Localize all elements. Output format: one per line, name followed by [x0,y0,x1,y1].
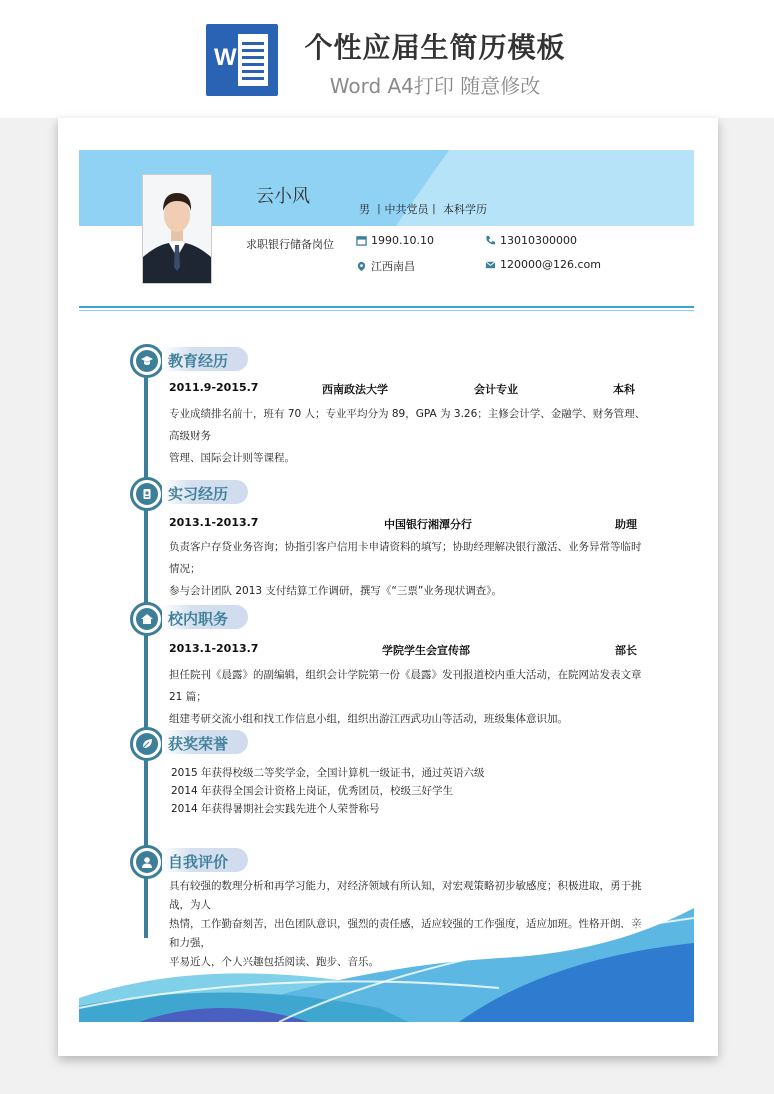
self-evaluation-header [162,848,248,872]
calendar-icon [356,235,367,246]
self-evaluation-node [130,845,164,879]
graduation-cap-icon [140,354,154,368]
banner-subtitle: Word A4打印 随意修改 [329,74,541,98]
education-node [130,344,164,378]
internship-line: 参与会计团队 2013 支付结算工作调研，撰写《“三票”业务现状调查》。 [169,585,503,597]
home-icon [140,612,154,626]
award-item: 2014 年获得全国会计资格上岗证，优秀团员，校级三好学生 [171,785,454,797]
awards-title: 获奖荣誉 [168,735,229,753]
internship-header [162,480,248,504]
mail-icon [485,259,496,270]
self-evaluation-title: 自我评价 [168,853,229,871]
internship-role: 助理 [615,518,637,531]
education-line: 专业成绩排名前十，班有 70 人；专业平均分为 89，GPA 为 3.26；主修会计学、金融学、财务管理、高级财务 [169,408,646,442]
awards-header [162,730,248,754]
phone-value: 13010300000 [500,234,577,247]
word-icon-letter: W [214,44,237,71]
awards-node [130,727,164,761]
awards-list [171,764,651,818]
education-line: 管理、国际会计则等课程。 [169,452,295,464]
hometown-info [356,258,415,274]
birthday-value: 1990.10.10 [371,234,434,247]
header-divider-thin [79,310,694,311]
education-major: 会计专业 [474,383,518,396]
campus-period: 2013.1-2013.7 [169,642,259,655]
internship-description [169,536,649,602]
profile-photo [142,174,212,284]
phone-info [485,234,577,247]
decorative-waves [79,898,694,1022]
email-info [485,258,601,271]
self-evaluation-line: 具有较强的数理分析和再学习能力，对经济领域有所认知，对宏观策略初步敏感度；积极进取，勇于挑战，为人 [169,880,642,911]
phone-icon [485,235,496,246]
education-title: 教育经历 [168,352,229,370]
candidate-tags: 男 丨中共党员丨 本科学历 [359,203,487,216]
education-period: 2011.9-2015.7 [169,381,259,394]
campus-organization: 学院学生会宣传部 [382,644,470,657]
internship-period: 2013.1-2013.7 [169,516,259,529]
campus-line: 担任院刊《晨露》的副编辑，组织会计学院第一份《晨露》发刊报道校内重大活动，在院网站发表文章 21 篇； [169,669,642,703]
word-icon [206,24,278,96]
internship-line: 负责客户存贷业务咨询；协指引客户信用卡申请资料的填写；协助经理解决银行激活、业务异常等临时情况； [169,541,642,575]
campus-line: 组建考研交流小组和找工作信息小组，组织出游江西武功山等活动，班级集体意识加。 [169,713,568,725]
campus-node [130,602,164,636]
candidate-name: 云小风 [256,186,310,207]
education-school: 西南政法大学 [322,383,388,396]
education-description [169,403,649,469]
resume-page [58,118,718,1056]
email-value: 120000@126.com [500,258,601,271]
campus-role: 部长 [615,644,637,657]
job-objective: 求职银行储备岗位 [246,238,334,251]
self-evaluation-line: 热情，工作勤奋刻苦，出色团队意识，强烈的责任感，适应较强的工作强度，适应加班。性格开朗，亲和力强， [169,918,642,949]
top-banner [0,0,774,118]
award-item: 2015 年获得校级二等奖学金，全国计算机一级证书，通过英语六级 [171,767,485,779]
banner-title: 个性应届生简历模板 [304,31,566,64]
leaf-icon [140,737,154,751]
internship-title: 实习经历 [168,485,229,503]
hometown-value: 江西南昌 [371,260,415,273]
birthday-info [356,234,434,247]
id-badge-icon [140,487,154,501]
internship-company: 中国银行湘潭分行 [384,518,472,531]
campus-title: 校内职务 [168,610,229,628]
header-divider [79,306,694,308]
education-degree: 本科 [613,383,635,396]
user-icon [140,855,154,869]
campus-header [162,605,248,629]
internship-node [130,477,164,511]
self-evaluation-line: 平易近人，个人兴趣包括阅读、跑步、音乐。 [169,956,379,968]
campus-description [169,664,649,730]
location-pin-icon [356,261,367,272]
award-item: 2014 年获得暑期社会实践先进个人荣誉称号 [171,803,380,815]
education-header [162,347,248,371]
